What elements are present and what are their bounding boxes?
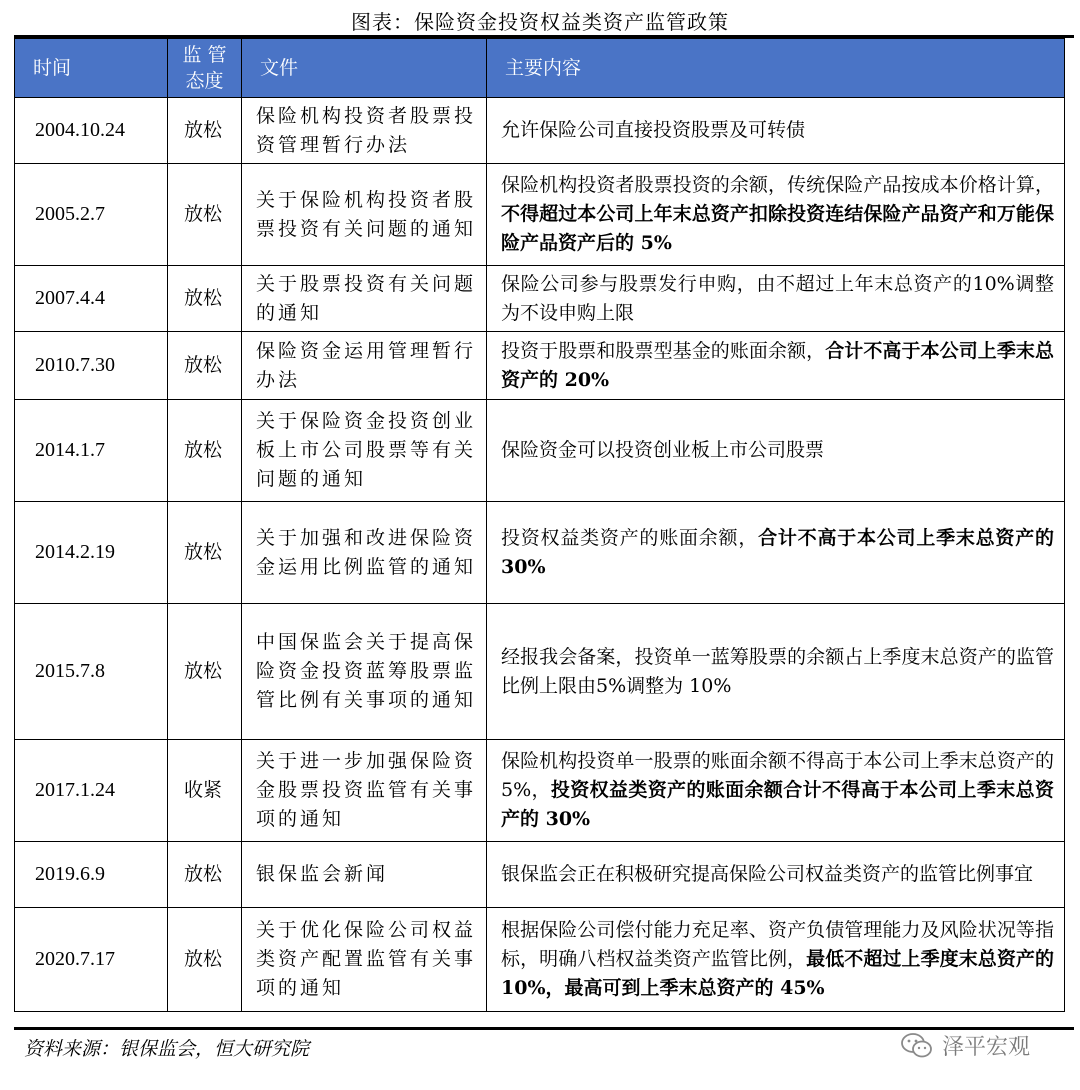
row-content [487, 164, 1065, 266]
row-content [487, 740, 1065, 842]
row-content-bold: 不得超过本公司上年末总资产扣除投资连结保险产品资产和万能保险产品资产后的 5% [501, 203, 1054, 254]
row-document: 关于股票投资有关问题的通知 [242, 266, 487, 332]
row-attitude: 放松 [168, 332, 242, 400]
table-row [15, 332, 1065, 400]
row-content-plain: 经报我会备案，投资单一蓝筹股票的余额占上季度末总资产的监管比例上限由5%调整为 10% [501, 645, 1054, 697]
row-content-bold: 投资权益类资产的账面余额合计不得高于本公司上季末总资产的 30% [501, 779, 1054, 830]
row-content-plain: 银保监会正在积极研究提高保险公司权益类资产的监管比例事宜 [501, 863, 1034, 885]
row-document: 关于加强和改进保险资金运用比例监管的通知 [242, 502, 487, 604]
row-document: 关于进一步加强保险资金股票投资监管有关事项的通知 [242, 740, 487, 842]
table-row [15, 98, 1065, 164]
header-content: 主要内容 [487, 39, 1065, 98]
row-content [487, 266, 1065, 332]
row-content-bold: 合计不高于本公司上季末总资产的 30% [501, 526, 1054, 578]
row-date: 2014.2.19 [15, 502, 168, 604]
row-content-plain: 保险机构投资单一股票的账面余额不得高于本公司上季末总资产的 5%， [501, 750, 1054, 801]
row-date: 2020.7.17 [15, 908, 168, 1012]
table-row [15, 400, 1065, 502]
table-row [15, 604, 1065, 740]
row-content [487, 842, 1065, 908]
watermark [900, 1030, 1030, 1061]
row-content-bold: 合计不高于本公司上季末总资产的 20% [501, 339, 1054, 391]
table-row [15, 502, 1065, 604]
row-attitude: 放松 [168, 266, 242, 332]
table-row [15, 842, 1065, 908]
header-attitude: 监 管 态度 [168, 39, 242, 98]
row-attitude: 放松 [168, 604, 242, 740]
table-body [15, 98, 1065, 1012]
header-document: 文件 [242, 39, 487, 98]
row-date: 2015.7.8 [15, 604, 168, 740]
row-document: 关于保险资金投资创业板上市公司股票等有关问题的通知 [242, 400, 487, 502]
row-content [487, 908, 1065, 1012]
row-document: 关于保险机构投资者股票投资有关问题的通知 [242, 164, 487, 266]
row-content-bold: 最低不超过上季度末总资产的 10%，最高可到上季末总资产的 45% [501, 948, 1054, 999]
source-note: 资料来源：银保监会，恒大研究院 [24, 1038, 310, 1060]
header-date: 时间 [15, 39, 168, 98]
row-content-plain: 根据保险公司偿付能力充足率、资产负债管理能力及风险状况等指标，明确八档权益类资产监管比例， [501, 919, 1054, 970]
row-attitude: 放松 [168, 400, 242, 502]
table-row [15, 266, 1065, 332]
row-date: 2004.10.24 [15, 98, 168, 164]
row-date: 2005.2.7 [15, 164, 168, 266]
row-attitude: 放松 [168, 98, 242, 164]
policy-table [14, 38, 1065, 1012]
row-content [487, 332, 1065, 400]
row-document: 保险机构投资者股票投资管理暂行办法 [242, 98, 487, 164]
row-content-plain: 投资于股票和股票型基金的账面余额， [501, 339, 826, 362]
row-attitude: 放松 [168, 908, 242, 1012]
row-document: 银保监会新闻 [242, 842, 487, 908]
row-attitude: 收紧 [168, 740, 242, 842]
row-content-plain: 投资权益类资产的账面余额， [501, 526, 759, 549]
row-content [487, 400, 1065, 502]
row-document: 保险资金运用管理暂行办法 [242, 332, 487, 400]
row-content-plain: 允许保险公司直接投资股票及可转债 [501, 119, 806, 141]
row-attitude: 放松 [168, 164, 242, 266]
row-date: 2017.1.24 [15, 740, 168, 842]
row-document: 关于优化保险公司权益类资产配置监管有关事项的通知 [242, 908, 487, 1012]
row-attitude: 放松 [168, 502, 242, 604]
row-date: 2019.6.9 [15, 842, 168, 908]
watermark-text: 泽平宏观 [942, 1035, 1031, 1060]
wechat-icon [900, 1032, 934, 1060]
row-content-plain: 保险机构投资者股票投资的余额，传统保险产品按成本价格计算， [501, 174, 1054, 196]
row-date: 2010.7.30 [15, 332, 168, 400]
page-title: 图表：保险资金投资权益类资产监管政策 [351, 10, 729, 34]
row-content-plain: 保险资金可以投资创业板上市公司股票 [501, 439, 825, 461]
table-row [15, 908, 1065, 1012]
row-content [487, 502, 1065, 604]
row-content [487, 604, 1065, 740]
row-date: 2014.1.7 [15, 400, 168, 502]
table-row [15, 164, 1065, 266]
row-content-plain: 保险公司参与股票发行申购，由不超过上年末总资产的10%调整为不设申购上限 [501, 272, 1054, 324]
table-row [15, 740, 1065, 842]
row-date: 2007.4.4 [15, 266, 168, 332]
row-document: 中国保监会关于提高保险资金投资蓝筹股票监管比例有关事项的通知 [242, 604, 487, 740]
row-content [487, 98, 1065, 164]
row-attitude: 放松 [168, 842, 242, 908]
table-header-row [15, 39, 1065, 98]
